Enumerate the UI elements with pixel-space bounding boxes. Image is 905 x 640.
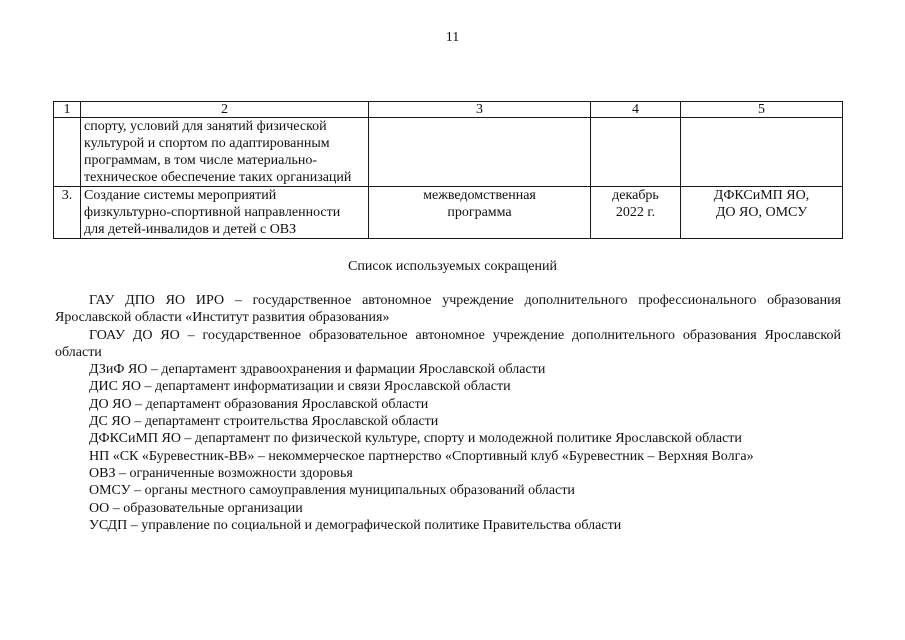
responsible-cell (681, 118, 843, 187)
activity-table (53, 101, 843, 239)
description-line: программам, в том числе материально- (84, 153, 318, 168)
column-number-2: 2 (81, 102, 369, 118)
description-cell (81, 187, 369, 239)
abbreviation-item: ОМСУ – органы местного самоуправления муниципальных образований области (89, 483, 575, 499)
responsible-line: ДФКСиМП ЯО, (713, 188, 810, 203)
description-line: техническое обеспечение таких организаций (84, 170, 352, 185)
row-number-cell (54, 118, 81, 187)
abbreviation-item: ГАУ ДПО ЯО ИРО – государственное автономное учреждение дополнительного профессионального образования Ярославской области «Институт развития образования» (55, 293, 841, 326)
table-header-row (54, 102, 843, 118)
abbreviation-item: ДИС ЯО – департамент информатизации и связи Ярославской области (89, 379, 511, 395)
form-line: программа (447, 205, 512, 220)
column-number-5: 5 (681, 102, 843, 118)
abbreviation-item: ДЗиФ ЯО – департамент здравоохранения и фармации Ярославской области (89, 362, 546, 378)
description-line: спорту, условий для занятий физической (84, 119, 327, 134)
column-number-1: 1 (54, 102, 81, 118)
abbreviations-list (55, 292, 841, 534)
form-cell (369, 187, 591, 239)
deadline-line: декабрь (612, 188, 659, 203)
abbreviation-item: НП «СК «Буревестник-ВВ» – некоммерческое партнерство «Спортивный клуб «Буревестник – Верхняя Волга» (89, 448, 754, 464)
deadline-cell (591, 187, 681, 239)
abbreviation-item: ДС ЯО – департамент строительства Ярославской области (89, 414, 439, 430)
description-line: культурой и спортом по адаптированным (84, 136, 330, 151)
description-line: Создание системы мероприятий (84, 188, 277, 203)
abbreviations-title: Список используемых сокращений (348, 259, 557, 274)
abbreviation-item: ДФКСиМП ЯО – департамент по физической культуре, спорту и молодежной политике Ярославской области (89, 431, 742, 447)
abbreviation-item: ДО ЯО – департамент образования Ярославской области (89, 396, 429, 412)
description-line: для детей-инвалидов и детей с ОВЗ (84, 222, 297, 237)
table-row (54, 187, 843, 239)
abbreviation-item: ОВЗ – ограниченные возможности здоровья (89, 465, 353, 481)
abbreviation-item: ГОАУ ДО ЯО – государственное образовательное автономное учреждение дополнительного образования Ярославской области (55, 327, 841, 360)
table-row (54, 118, 843, 187)
deadline-cell (591, 118, 681, 187)
description-cell (81, 118, 369, 187)
page-number: 11 (445, 30, 460, 45)
row-number-cell: 3. (54, 187, 81, 239)
abbreviation-item: УСДП – управление по социальной и демографической политике Правительства области (89, 517, 622, 533)
column-number-3: 3 (369, 102, 591, 118)
abbreviation-item: ОО – образовательные организации (89, 500, 303, 516)
deadline-line: 2022 г. (615, 205, 656, 220)
form-cell (369, 118, 591, 187)
form-line: межведомственная (423, 188, 536, 203)
responsible-cell (681, 187, 843, 239)
responsible-line: ДО ЯО, ОМСУ (715, 205, 808, 220)
description-line: физкультурно-спортивной направленности (84, 205, 341, 220)
column-number-4: 4 (591, 102, 681, 118)
